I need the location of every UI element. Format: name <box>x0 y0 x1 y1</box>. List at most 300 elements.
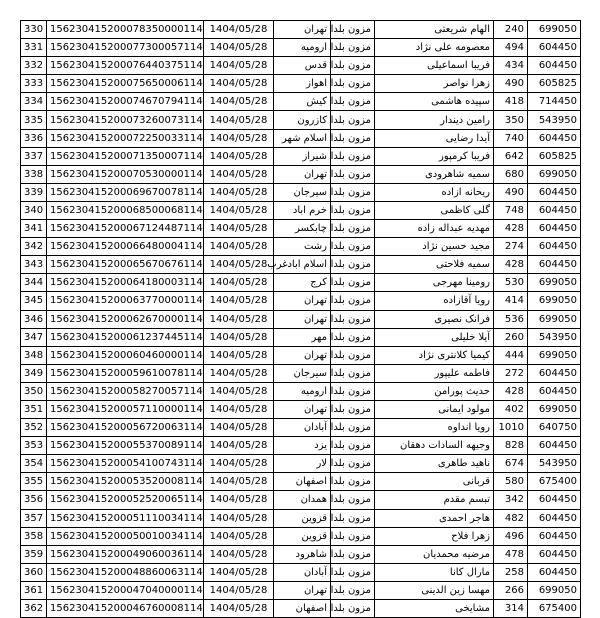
number-cell: 428 <box>494 256 528 274</box>
table-row <box>21 75 581 93</box>
bank-cell: مزون بلدا <box>331 437 375 455</box>
name-cell: فریبا کرمپور <box>375 147 494 165</box>
number-cell: 482 <box>494 509 528 527</box>
number-cell: 418 <box>494 93 528 111</box>
row-id-cell: 356 <box>21 491 47 509</box>
city-cell: کازرون <box>274 111 331 129</box>
city-cell: یزد <box>274 437 331 455</box>
date-cell: 1404/05/28 <box>204 328 274 346</box>
amount-cell: 699050 <box>528 292 581 310</box>
city-cell: اسلام شهر <box>274 129 331 147</box>
date-cell: 1404/05/28 <box>204 545 274 563</box>
table-row <box>21 292 581 310</box>
date-cell: 1404/05/28 <box>204 527 274 545</box>
amount-cell: 604450 <box>528 545 581 563</box>
bank-cell: مزون بلدا <box>331 274 375 292</box>
table-body <box>21 21 581 618</box>
bank-cell: مزون بلدا <box>331 400 375 418</box>
amount-cell: 675400 <box>528 473 581 491</box>
number-cell: 274 <box>494 238 528 256</box>
name-cell: رویا آقازاده <box>375 292 494 310</box>
bank-cell: مزون بلدا <box>331 581 375 599</box>
row-id-cell: 362 <box>21 600 47 618</box>
table-row <box>21 256 581 274</box>
code-cell: 156230415200061237445114 <box>47 328 204 346</box>
number-cell: 494 <box>494 39 528 57</box>
table-row <box>21 600 581 618</box>
table-row <box>21 455 581 473</box>
row-id-cell: 336 <box>21 129 47 147</box>
name-cell: گلی کاظمی <box>375 201 494 219</box>
code-cell: 156230415200063770000114 <box>47 292 204 310</box>
amount-cell: 605825 <box>528 75 581 93</box>
name-cell: تبسم مقدم <box>375 491 494 509</box>
name-cell: سپیده هاشمی <box>375 93 494 111</box>
number-cell: 402 <box>494 400 528 418</box>
code-cell: 156230415200068500068114 <box>47 201 204 219</box>
amount-cell: 699050 <box>528 400 581 418</box>
number-cell: 272 <box>494 364 528 382</box>
name-cell: آیدا رضایی <box>375 129 494 147</box>
table-row <box>21 201 581 219</box>
amount-cell: 699050 <box>528 274 581 292</box>
amount-cell: 604450 <box>528 57 581 75</box>
code-cell: 156230415200069670078114 <box>47 183 204 201</box>
number-cell: 434 <box>494 57 528 75</box>
bank-cell: مزون بلدا <box>331 220 375 238</box>
date-cell: 1404/05/28 <box>204 581 274 599</box>
date-cell: 1404/05/28 <box>204 382 274 400</box>
table-row <box>21 400 581 418</box>
name-cell: قربانی <box>375 473 494 491</box>
table-row <box>21 419 581 437</box>
bank-cell: مزون بلدا <box>331 491 375 509</box>
code-cell: 156230415200076440375114 <box>47 57 204 75</box>
date-cell: 1404/05/28 <box>204 165 274 183</box>
bank-cell: مزون بلدا <box>331 21 375 39</box>
date-cell: 1404/05/28 <box>204 346 274 364</box>
number-cell: 828 <box>494 437 528 455</box>
number-cell: 490 <box>494 75 528 93</box>
bank-cell: مزون بلدا <box>331 93 375 111</box>
row-id-cell: 349 <box>21 364 47 382</box>
city-cell: تهران <box>274 21 331 39</box>
code-cell: 156230415200059610078114 <box>47 364 204 382</box>
code-cell: 156230415200051110034114 <box>47 509 204 527</box>
bank-cell: مزون بلدا <box>331 545 375 563</box>
city-cell: همدان <box>274 491 331 509</box>
amount-cell: 604450 <box>528 509 581 527</box>
table-row <box>21 382 581 400</box>
number-cell: 240 <box>494 21 528 39</box>
name-cell: ناهید طاهری <box>375 455 494 473</box>
city-cell: ارومیه <box>274 382 331 400</box>
number-cell: 342 <box>494 491 528 509</box>
city-cell: اصفهان <box>274 473 331 491</box>
date-cell: 1404/05/28 <box>204 39 274 57</box>
row-id-cell: 343 <box>21 256 47 274</box>
number-cell: 536 <box>494 310 528 328</box>
date-cell: 1404/05/28 <box>204 129 274 147</box>
city-cell: لار <box>274 455 331 473</box>
city-cell: اصفهان <box>274 600 331 618</box>
code-cell: 156230415200064180003114 <box>47 274 204 292</box>
records-table <box>20 20 581 618</box>
name-cell: حدیث پورامن <box>375 382 494 400</box>
row-id-cell: 355 <box>21 473 47 491</box>
code-cell: 156230415200066480004114 <box>47 238 204 256</box>
code-cell: 156230415200047040000114 <box>47 581 204 599</box>
number-cell: 490 <box>494 183 528 201</box>
bank-cell: مزون بلدا <box>331 165 375 183</box>
bank-cell: مزون بلدا <box>331 310 375 328</box>
row-id-cell: 350 <box>21 382 47 400</box>
city-cell: خرم اباد <box>274 201 331 219</box>
city-cell: شیراز <box>274 147 331 165</box>
date-cell: 1404/05/28 <box>204 400 274 418</box>
code-cell: 156230415200077300057114 <box>47 39 204 57</box>
code-cell: 156230415200056720063114 <box>47 419 204 437</box>
number-cell: 748 <box>494 201 528 219</box>
name-cell: مهسا زین الدینی <box>375 581 494 599</box>
table-row <box>21 473 581 491</box>
name-cell: معصومه علی نژاد <box>375 39 494 57</box>
date-cell: 1404/05/28 <box>204 201 274 219</box>
row-id-cell: 358 <box>21 527 47 545</box>
amount-cell: 604450 <box>528 129 581 147</box>
amount-cell: 714450 <box>528 93 581 111</box>
date-cell: 1404/05/28 <box>204 509 274 527</box>
name-cell: وجیهه السادات دهقان <box>375 437 494 455</box>
row-id-cell: 334 <box>21 93 47 111</box>
name-cell: مارال کانا <box>375 563 494 581</box>
amount-cell: 543950 <box>528 328 581 346</box>
date-cell: 1404/05/28 <box>204 21 274 39</box>
amount-cell: 604450 <box>528 563 581 581</box>
name-cell: مهدیه عبداله زاده <box>375 220 494 238</box>
number-cell: 642 <box>494 147 528 165</box>
city-cell: تهران <box>274 346 331 364</box>
city-cell: تهران <box>274 581 331 599</box>
date-cell: 1404/05/28 <box>204 93 274 111</box>
amount-cell: 699050 <box>528 581 581 599</box>
city-cell: شاهرود <box>274 545 331 563</box>
row-id-cell: 360 <box>21 563 47 581</box>
bank-cell: مزون بلدا <box>331 346 375 364</box>
bank-cell: مزون بلدا <box>331 382 375 400</box>
number-cell: 428 <box>494 220 528 238</box>
table-row <box>21 238 581 256</box>
number-cell: 674 <box>494 455 528 473</box>
row-id-cell: 341 <box>21 220 47 238</box>
name-cell: رامین دیندار <box>375 111 494 129</box>
date-cell: 1404/05/28 <box>204 220 274 238</box>
bank-cell: مزون بلدا <box>331 183 375 201</box>
city-cell: اهواز <box>274 75 331 93</box>
date-cell: 1404/05/28 <box>204 491 274 509</box>
table-row <box>21 274 581 292</box>
amount-cell: 604450 <box>528 238 581 256</box>
number-cell: 258 <box>494 563 528 581</box>
bank-cell: مزون بلدا <box>331 292 375 310</box>
amount-cell: 604450 <box>528 382 581 400</box>
table-row <box>21 220 581 238</box>
number-cell: 530 <box>494 274 528 292</box>
table-row <box>21 183 581 201</box>
amount-cell: 604450 <box>528 527 581 545</box>
name-cell: سمیه فلاحتی <box>375 256 494 274</box>
table-row <box>21 509 581 527</box>
row-id-cell: 348 <box>21 346 47 364</box>
city-cell: قزوین <box>274 527 331 545</box>
bank-cell: مزون بلدا <box>331 473 375 491</box>
bank-cell: مزون بلدا <box>331 455 375 473</box>
amount-cell: 699050 <box>528 21 581 39</box>
city-cell: سیرجان <box>274 364 331 382</box>
number-cell: 1010 <box>494 419 528 437</box>
date-cell: 1404/05/28 <box>204 563 274 581</box>
code-cell: 156230415200046760008114 <box>47 600 204 618</box>
amount-cell: 543950 <box>528 455 581 473</box>
name-cell: کیمیا کلانتری نژاد <box>375 346 494 364</box>
number-cell: 478 <box>494 545 528 563</box>
table-row <box>21 147 581 165</box>
amount-cell: 604450 <box>528 39 581 57</box>
date-cell: 1404/05/28 <box>204 111 274 129</box>
amount-cell: 604450 <box>528 364 581 382</box>
code-cell: 156230415200072250033114 <box>47 129 204 147</box>
code-cell: 156230415200073260073114 <box>47 111 204 129</box>
row-id-cell: 353 <box>21 437 47 455</box>
code-cell: 156230415200060460000114 <box>47 346 204 364</box>
row-id-cell: 347 <box>21 328 47 346</box>
row-id-cell: 359 <box>21 545 47 563</box>
row-id-cell: 345 <box>21 292 47 310</box>
name-cell: الهام شریعتی <box>375 21 494 39</box>
code-cell: 156230415200052520065114 <box>47 491 204 509</box>
table-row <box>21 39 581 57</box>
code-cell: 156230415200048860063114 <box>47 563 204 581</box>
row-id-cell: 351 <box>21 400 47 418</box>
date-cell: 1404/05/28 <box>204 292 274 310</box>
bank-cell: مزون بلدا <box>331 201 375 219</box>
name-cell: هاجر احمدی <box>375 509 494 527</box>
row-id-cell: 332 <box>21 57 47 75</box>
table-row <box>21 129 581 147</box>
row-id-cell: 338 <box>21 165 47 183</box>
number-cell: 260 <box>494 328 528 346</box>
date-cell: 1404/05/28 <box>204 147 274 165</box>
bank-cell: مزون بلدا <box>331 75 375 93</box>
name-cell: سمیه شاهرودی <box>375 165 494 183</box>
name-cell: فریبا اسماعیلی <box>375 57 494 75</box>
amount-cell: 604450 <box>528 201 581 219</box>
bank-cell: مزون بلدا <box>331 419 375 437</box>
row-id-cell: 354 <box>21 455 47 473</box>
amount-cell: 699050 <box>528 346 581 364</box>
code-cell: 156230415200055370089114 <box>47 437 204 455</box>
name-cell: مولود ایمانی <box>375 400 494 418</box>
date-cell: 1404/05/28 <box>204 364 274 382</box>
row-id-cell: 337 <box>21 147 47 165</box>
table-row <box>21 491 581 509</box>
document-page <box>20 20 580 618</box>
city-cell: قدس <box>274 57 331 75</box>
bank-cell: مزون بلدا <box>331 563 375 581</box>
city-cell: اسلام ابادغرب <box>274 256 331 274</box>
row-id-cell: 333 <box>21 75 47 93</box>
name-cell: زهرا فلاح <box>375 527 494 545</box>
number-cell: 414 <box>494 292 528 310</box>
amount-cell: 604450 <box>528 183 581 201</box>
name-cell: رویا انداوه <box>375 419 494 437</box>
bank-cell: مزون بلدا <box>331 364 375 382</box>
name-cell: آیلا خلیلی <box>375 328 494 346</box>
amount-cell: 675400 <box>528 600 581 618</box>
amount-cell: 543950 <box>528 111 581 129</box>
row-id-cell: 344 <box>21 274 47 292</box>
date-cell: 1404/05/28 <box>204 238 274 256</box>
row-id-cell: 339 <box>21 183 47 201</box>
city-cell: کیش <box>274 93 331 111</box>
number-cell: 314 <box>494 600 528 618</box>
table-row <box>21 21 581 39</box>
date-cell: 1404/05/28 <box>204 75 274 93</box>
code-cell: 156230415200053520008114 <box>47 473 204 491</box>
table-row <box>21 165 581 183</box>
row-id-cell: 361 <box>21 581 47 599</box>
number-cell: 266 <box>494 581 528 599</box>
bank-cell: مزون بلدا <box>331 328 375 346</box>
bank-cell: مزون بلدا <box>331 129 375 147</box>
code-cell: 156230415200078350000114 <box>47 21 204 39</box>
date-cell: 1404/05/28 <box>204 57 274 75</box>
table-row <box>21 364 581 382</box>
table-row <box>21 563 581 581</box>
city-cell: تهران <box>274 165 331 183</box>
bank-cell: مزون بلدا <box>331 256 375 274</box>
table-row <box>21 581 581 599</box>
name-cell: ریحانه ازاده <box>375 183 494 201</box>
date-cell: 1404/05/28 <box>204 455 274 473</box>
city-cell: تهران <box>274 400 331 418</box>
name-cell: فاطمه علیپور <box>375 364 494 382</box>
row-id-cell: 331 <box>21 39 47 57</box>
code-cell: 156230415200057110000114 <box>47 400 204 418</box>
date-cell: 1404/05/28 <box>204 274 274 292</box>
code-cell: 156230415200074670794114 <box>47 93 204 111</box>
bank-cell: مزون بلدا <box>331 39 375 57</box>
row-id-cell: 330 <box>21 21 47 39</box>
number-cell: 680 <box>494 165 528 183</box>
row-id-cell: 357 <box>21 509 47 527</box>
date-cell: 1404/05/28 <box>204 473 274 491</box>
name-cell: مجید حسین نژاد <box>375 238 494 256</box>
code-cell: 156230415200065670676114 <box>47 256 204 274</box>
city-cell: ارومیه <box>274 39 331 57</box>
date-cell: 1404/05/28 <box>204 183 274 201</box>
city-cell: آبادان <box>274 563 331 581</box>
amount-cell: 604450 <box>528 220 581 238</box>
code-cell: 156230415200054100743114 <box>47 455 204 473</box>
city-cell: کرج <box>274 274 331 292</box>
number-cell: 444 <box>494 346 528 364</box>
table-row <box>21 93 581 111</box>
code-cell: 156230415200049060036114 <box>47 545 204 563</box>
bank-cell: مزون بلدا <box>331 57 375 75</box>
table-row <box>21 437 581 455</box>
code-cell: 156230415200058270057114 <box>47 382 204 400</box>
table-row <box>21 57 581 75</box>
amount-cell: 605825 <box>528 147 581 165</box>
city-cell: مهر <box>274 328 331 346</box>
code-cell: 156230415200067124487114 <box>47 220 204 238</box>
code-cell: 156230415200071350007114 <box>47 147 204 165</box>
table-row <box>21 328 581 346</box>
bank-cell: مزون بلدا <box>331 527 375 545</box>
name-cell: فرانک نصیری <box>375 310 494 328</box>
name-cell: رومینا مهرجی <box>375 274 494 292</box>
date-cell: 1404/05/28 <box>204 600 274 618</box>
number-cell: 580 <box>494 473 528 491</box>
row-id-cell: 352 <box>21 419 47 437</box>
table-row <box>21 527 581 545</box>
city-cell: سیرجان <box>274 183 331 201</box>
code-cell: 156230415200062670000114 <box>47 310 204 328</box>
table-row <box>21 346 581 364</box>
city-cell: چابکسر <box>274 220 331 238</box>
code-cell: 156230415200070530000114 <box>47 165 204 183</box>
amount-cell: 699050 <box>528 310 581 328</box>
bank-cell: مزون بلدا <box>331 238 375 256</box>
code-cell: 156230415200050010034114 <box>47 527 204 545</box>
amount-cell: 640750 <box>528 419 581 437</box>
name-cell: زهرا نواصر <box>375 75 494 93</box>
table-row <box>21 310 581 328</box>
bank-cell: مزون بلدا <box>331 147 375 165</box>
date-cell: 1404/05/28 <box>204 437 274 455</box>
number-cell: 740 <box>494 129 528 147</box>
number-cell: 428 <box>494 382 528 400</box>
city-cell: تهران <box>274 310 331 328</box>
name-cell: مشایخی <box>375 600 494 618</box>
amount-cell: 699050 <box>528 165 581 183</box>
row-id-cell: 340 <box>21 201 47 219</box>
bank-cell: مزون بلدا <box>331 111 375 129</box>
city-cell: رشت <box>274 238 331 256</box>
number-cell: 350 <box>494 111 528 129</box>
table-row <box>21 545 581 563</box>
city-cell: قزوین <box>274 509 331 527</box>
row-id-cell: 342 <box>21 238 47 256</box>
date-cell: 1404/05/28 <box>204 256 274 274</box>
number-cell: 496 <box>494 527 528 545</box>
row-id-cell: 335 <box>21 111 47 129</box>
bank-cell: مزون بلدا <box>331 509 375 527</box>
date-cell: 1404/05/28 <box>204 310 274 328</box>
table-row <box>21 111 581 129</box>
amount-cell: 604450 <box>528 256 581 274</box>
date-cell: 1404/05/28 <box>204 419 274 437</box>
city-cell: تهران <box>274 292 331 310</box>
row-id-cell: 346 <box>21 310 47 328</box>
amount-cell: 604450 <box>528 437 581 455</box>
city-cell: آبادان <box>274 419 331 437</box>
code-cell: 156230415200075650006114 <box>47 75 204 93</box>
bank-cell: مزون بلدا <box>331 600 375 618</box>
name-cell: مرضیه محمدیان <box>375 545 494 563</box>
amount-cell: 604450 <box>528 491 581 509</box>
